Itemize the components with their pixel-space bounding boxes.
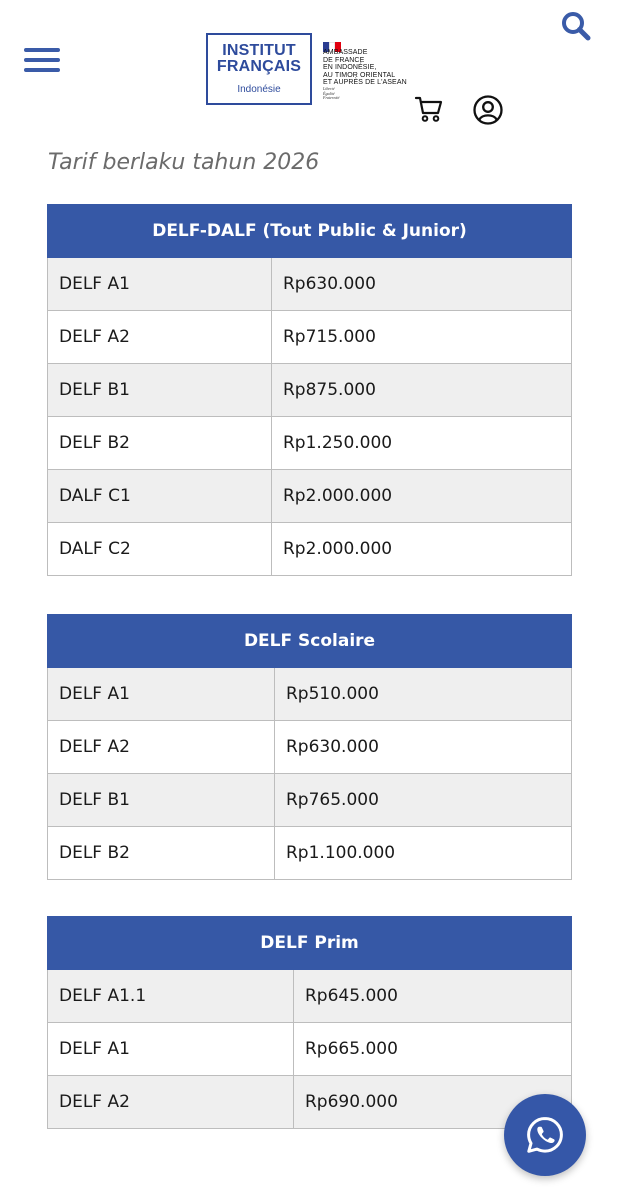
exam-price: Rp1.250.000: [272, 417, 572, 470]
table-row: [48, 970, 572, 1023]
embassy-label: AMBASSADE DE FRANCE EN INDONÉSIE, AU TIMOR ORIENTAL ET AUPRÈS DE L'ASEAN: [323, 49, 407, 87]
exam-price: Rp690.000: [294, 1076, 572, 1129]
exam-price: Rp715.000: [272, 311, 572, 364]
hamburger-menu-icon[interactable]: [24, 48, 60, 76]
institut-francais-logo[interactable]: [206, 33, 406, 109]
exam-name: DELF B1: [48, 364, 272, 417]
whatsapp-icon: [525, 1115, 565, 1155]
tariff-year-note: Tarif berlaku tahun 2026: [48, 150, 320, 175]
exam-name: DELF A2: [48, 721, 275, 774]
exam-name: DELF A2: [48, 311, 272, 364]
exam-price: Rp1.100.000: [275, 827, 572, 880]
table-row: [48, 258, 572, 311]
site-header: [0, 0, 617, 140]
table-row: [48, 1076, 572, 1129]
exam-name: DELF B2: [48, 417, 272, 470]
cart-icon[interactable]: [414, 95, 444, 123]
exam-name: DALF C2: [48, 523, 272, 576]
logo-wordmark: INSTITUT FRANÇAIS: [216, 42, 302, 75]
republic-motto: Liberté Égalité Fraternité: [323, 86, 340, 101]
exam-price: Rp630.000: [272, 258, 572, 311]
exam-name: DELF A1: [48, 258, 272, 311]
price-table-delf-dalf: [47, 204, 572, 576]
user-account-icon[interactable]: [472, 94, 504, 126]
table-row: [48, 523, 572, 576]
exam-price: Rp2.000.000: [272, 523, 572, 576]
exam-name: DELF A2: [48, 1076, 294, 1129]
exam-name: DELF B1: [48, 774, 275, 827]
exam-name: DELF A1.1: [48, 970, 294, 1023]
logo-box: [206, 33, 312, 105]
exam-name: DELF A1: [48, 668, 275, 721]
exam-price: Rp665.000: [294, 1023, 572, 1076]
exam-price: Rp630.000: [275, 721, 572, 774]
whatsapp-chat-button[interactable]: [504, 1094, 586, 1176]
table-row: [48, 1023, 572, 1076]
table-row: [48, 470, 572, 523]
table-title: DELF Prim: [48, 917, 572, 970]
exam-price: Rp510.000: [275, 668, 572, 721]
table-row: [48, 311, 572, 364]
price-table-delf-scolaire: [47, 614, 572, 880]
exam-name: DALF C1: [48, 470, 272, 523]
table-row: [48, 668, 572, 721]
exam-name: DELF A1: [48, 1023, 294, 1076]
table-row: [48, 364, 572, 417]
table-row: [48, 774, 572, 827]
exam-price: Rp765.000: [275, 774, 572, 827]
table-title: DELF Scolaire: [48, 615, 572, 668]
table-title: DELF-DALF (Tout Public & Junior): [48, 205, 572, 258]
table-row: [48, 721, 572, 774]
table-row: [48, 827, 572, 880]
exam-name: DELF B2: [48, 827, 275, 880]
exam-price: Rp875.000: [272, 364, 572, 417]
price-table-delf-prim: [47, 916, 572, 1129]
table-row: [48, 417, 572, 470]
logo-subtitle: Indonésie: [237, 84, 281, 95]
search-icon[interactable]: [560, 10, 592, 42]
exam-price: Rp645.000: [294, 970, 572, 1023]
exam-price: Rp2.000.000: [272, 470, 572, 523]
french-flag-icon: [323, 37, 342, 47]
